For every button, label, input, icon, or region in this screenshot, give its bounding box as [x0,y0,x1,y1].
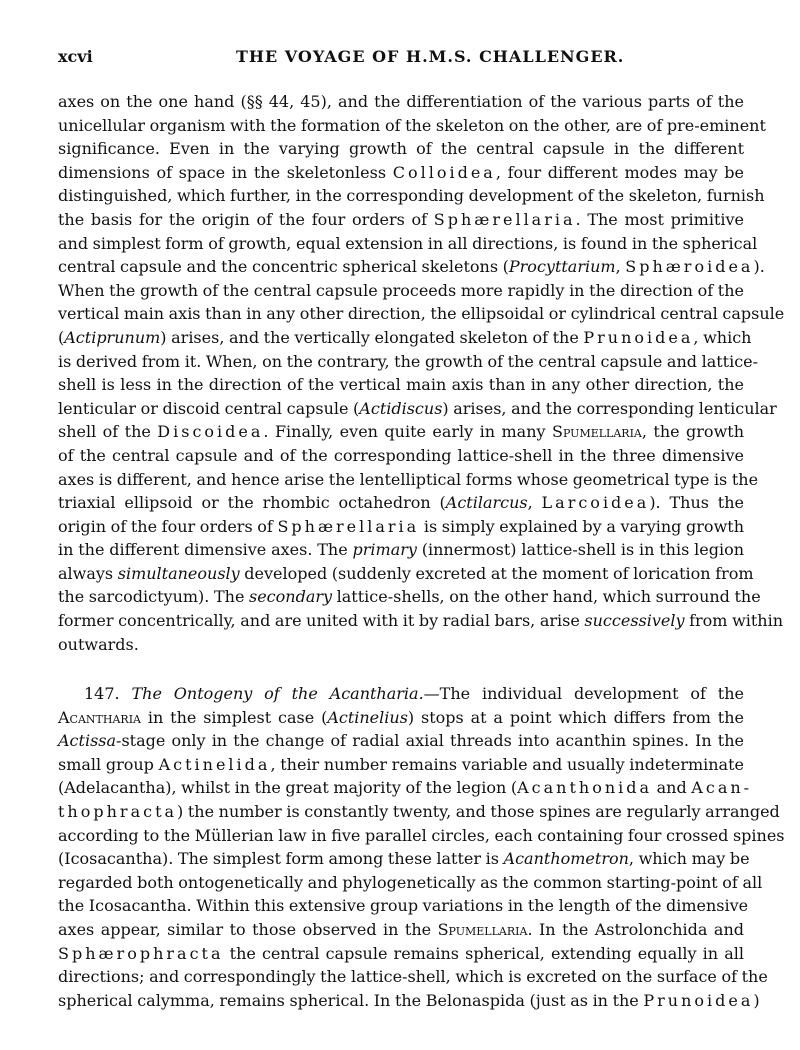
taxon-name: Sphærellaria [433,209,576,229]
emphasis: primary [352,540,417,560]
text-line: Actissa-stage only in the change of radial axial threads into acanthin spines. In the [58,731,744,751]
text-line: shell is less in the direction of the vertical main axis than in any other direction, the [58,375,744,395]
taxon-name: Sphærellaria [277,516,420,536]
text-line: the Icosacantha. Within this extensive group variations in the length of the dimensive [58,896,749,916]
text-line: When the growth of the central capsule proceeds more rapidly in the direction of the [58,280,744,300]
text-line: lenticular or discoid central capsule (Actidiscus) arises, and the corresponding lenticular [58,398,777,418]
text-line: outwards. [58,634,139,654]
body-paragraph-1 [58,90,785,656]
page-number: xcvi [58,47,93,66]
text-line: small group Actinelida, their number remains variable and usually indeterminate [58,754,744,774]
body-paragraph-2 [58,682,785,1012]
text-line: vertical main axis than in any other direction, the ellipsoidal or cylindrical central capsule [58,304,785,324]
section-heading-line: 147. The Ontogeny of the Acantharia.—The individual development of the [84,684,744,703]
text-line: dimensions of space in the skeletonless Colloidea, four different modes may be [58,162,745,182]
emphasis: simultaneously [117,563,240,583]
text-line: directions; and correspondingly the lattice-shell, which is excreted on the surface of the [58,967,768,987]
text-line: and simplest form of growth, equal extension in all directions, is found in the spherical [58,233,758,253]
genus-name: Procyttarium [508,257,616,277]
text-line: significance. Even in the varying growth of the central capsule in the different [58,139,744,159]
taxon-name: Prunoidea [583,327,694,347]
text-line: (Actiprunum) arises, and the vertically elongated skeleton of the Prunoidea, which [58,327,752,347]
genus-name: Actilarcus [445,493,528,513]
taxon-name: Acan- [691,778,753,798]
text-line: spherical calymma, remains spherical. In the Belonaspida (just as in the Prunoidea) [58,990,760,1010]
taxon-name: Sphæroidea [625,257,754,277]
text-line: is derived from it. When, on the contrary, the growth of the central capsule and lattice- [58,351,759,371]
text-line: Sphærophracta the central capsule remains spherical, extending equally in all [58,943,744,963]
genus-name: Actinelius [327,707,408,727]
taxon-name: Acanthonida [517,778,653,798]
text-line: always simultaneously developed (suddenly excreted at the moment of lorication from [58,563,754,583]
genus-name: Actissa [58,731,117,751]
text-line: Acantharia in the simplest case (Actinelius) stops at a point which differs from the [58,707,744,727]
taxon-name: Discoidea [157,422,264,442]
genus-name: Acanthometron [503,849,629,869]
text-line: according to the Müllerian law in five parallel circles, each containing four crossed spines [58,825,785,845]
taxon-name: Prunoidea [643,990,754,1010]
text-line: axes is different, and hence arise the lentelliptical forms whose geometrical type is the [58,469,759,489]
text-line: (Icosacantha). The simplest form among these latter is Acanthometron, which may be [58,849,750,869]
text-line: distinguished, which further, in the corresponding development of the skeleton, furnish [58,186,765,206]
text-line: unicellular organism with the formation of the skeleton on the other, are of pre-eminent [58,115,766,135]
text-line: former concentrically, and are united with it by radial bars, arise successively from within [58,611,784,631]
text-line: the basis for the origin of the four orders of Sphærellaria. The most primitive [58,209,744,229]
text-line: triaxial ellipsoid or the rhombic octahedron (Actilarcus, Larcoidea). Thus the [58,493,745,513]
section-title: The Ontogeny of the Acantharia. [131,684,424,703]
emphasis: secondary [249,587,333,607]
text-line: (Adelacantha), whilst in the great majority of the legion (Acanthonida and Acan- [58,778,753,798]
taxon-name: Sphærophracta [58,943,224,963]
running-title: THE VOYAGE OF H.M.S. CHALLENGER. [236,47,625,66]
text-line: central capsule and the concentric spherical skeletons (Procyttarium, Sphæroidea). [58,257,765,277]
text-line: regarded both ontogenetically and phylogenetically as the common starting-point of all [58,872,763,892]
taxon-name: Spumellaria [437,919,528,939]
taxon-name: Colloidea [392,162,496,182]
section-number: 147. [84,684,132,703]
text-line: shell of the Discoidea. Finally, even quite early in many Spumellaria, the growth [58,422,744,442]
text-line: of the central capsule and of the corresponding lattice-shell in the three dimensive [58,445,744,465]
emphasis: successively [584,611,685,631]
page-header [58,47,742,71]
text-line: origin of the four orders of Sphærellaria is simply explained by a varying growth [58,516,744,536]
genus-name: Actidiscus [359,398,443,418]
taxon-name: Actinelida [158,754,271,774]
taxon-name: Larcoidea [541,493,650,513]
taxon-name: Acantharia [58,707,141,727]
text-line: thophracta) the number is constantly twenty, and those spines are regularly arranged [58,801,780,821]
text-line: axes appear, similar to those observed in the Spumellaria. In the Astrolonchida and [58,919,744,939]
taxon-name: thophracta [58,801,178,821]
taxon-name: Spumellaria [552,422,642,442]
text-line: axes on the one hand (§§ 44, 45), and the differentiation of the various parts of the [58,92,744,111]
text-line: in the different dimensive axes. The primary (innermost) lattice-shell is in this legion [58,540,744,560]
genus-name: Actiprunum [64,327,161,347]
text-line: the sarcodictyum). The secondary lattice-shells, on the other hand, which surround the [58,587,761,607]
